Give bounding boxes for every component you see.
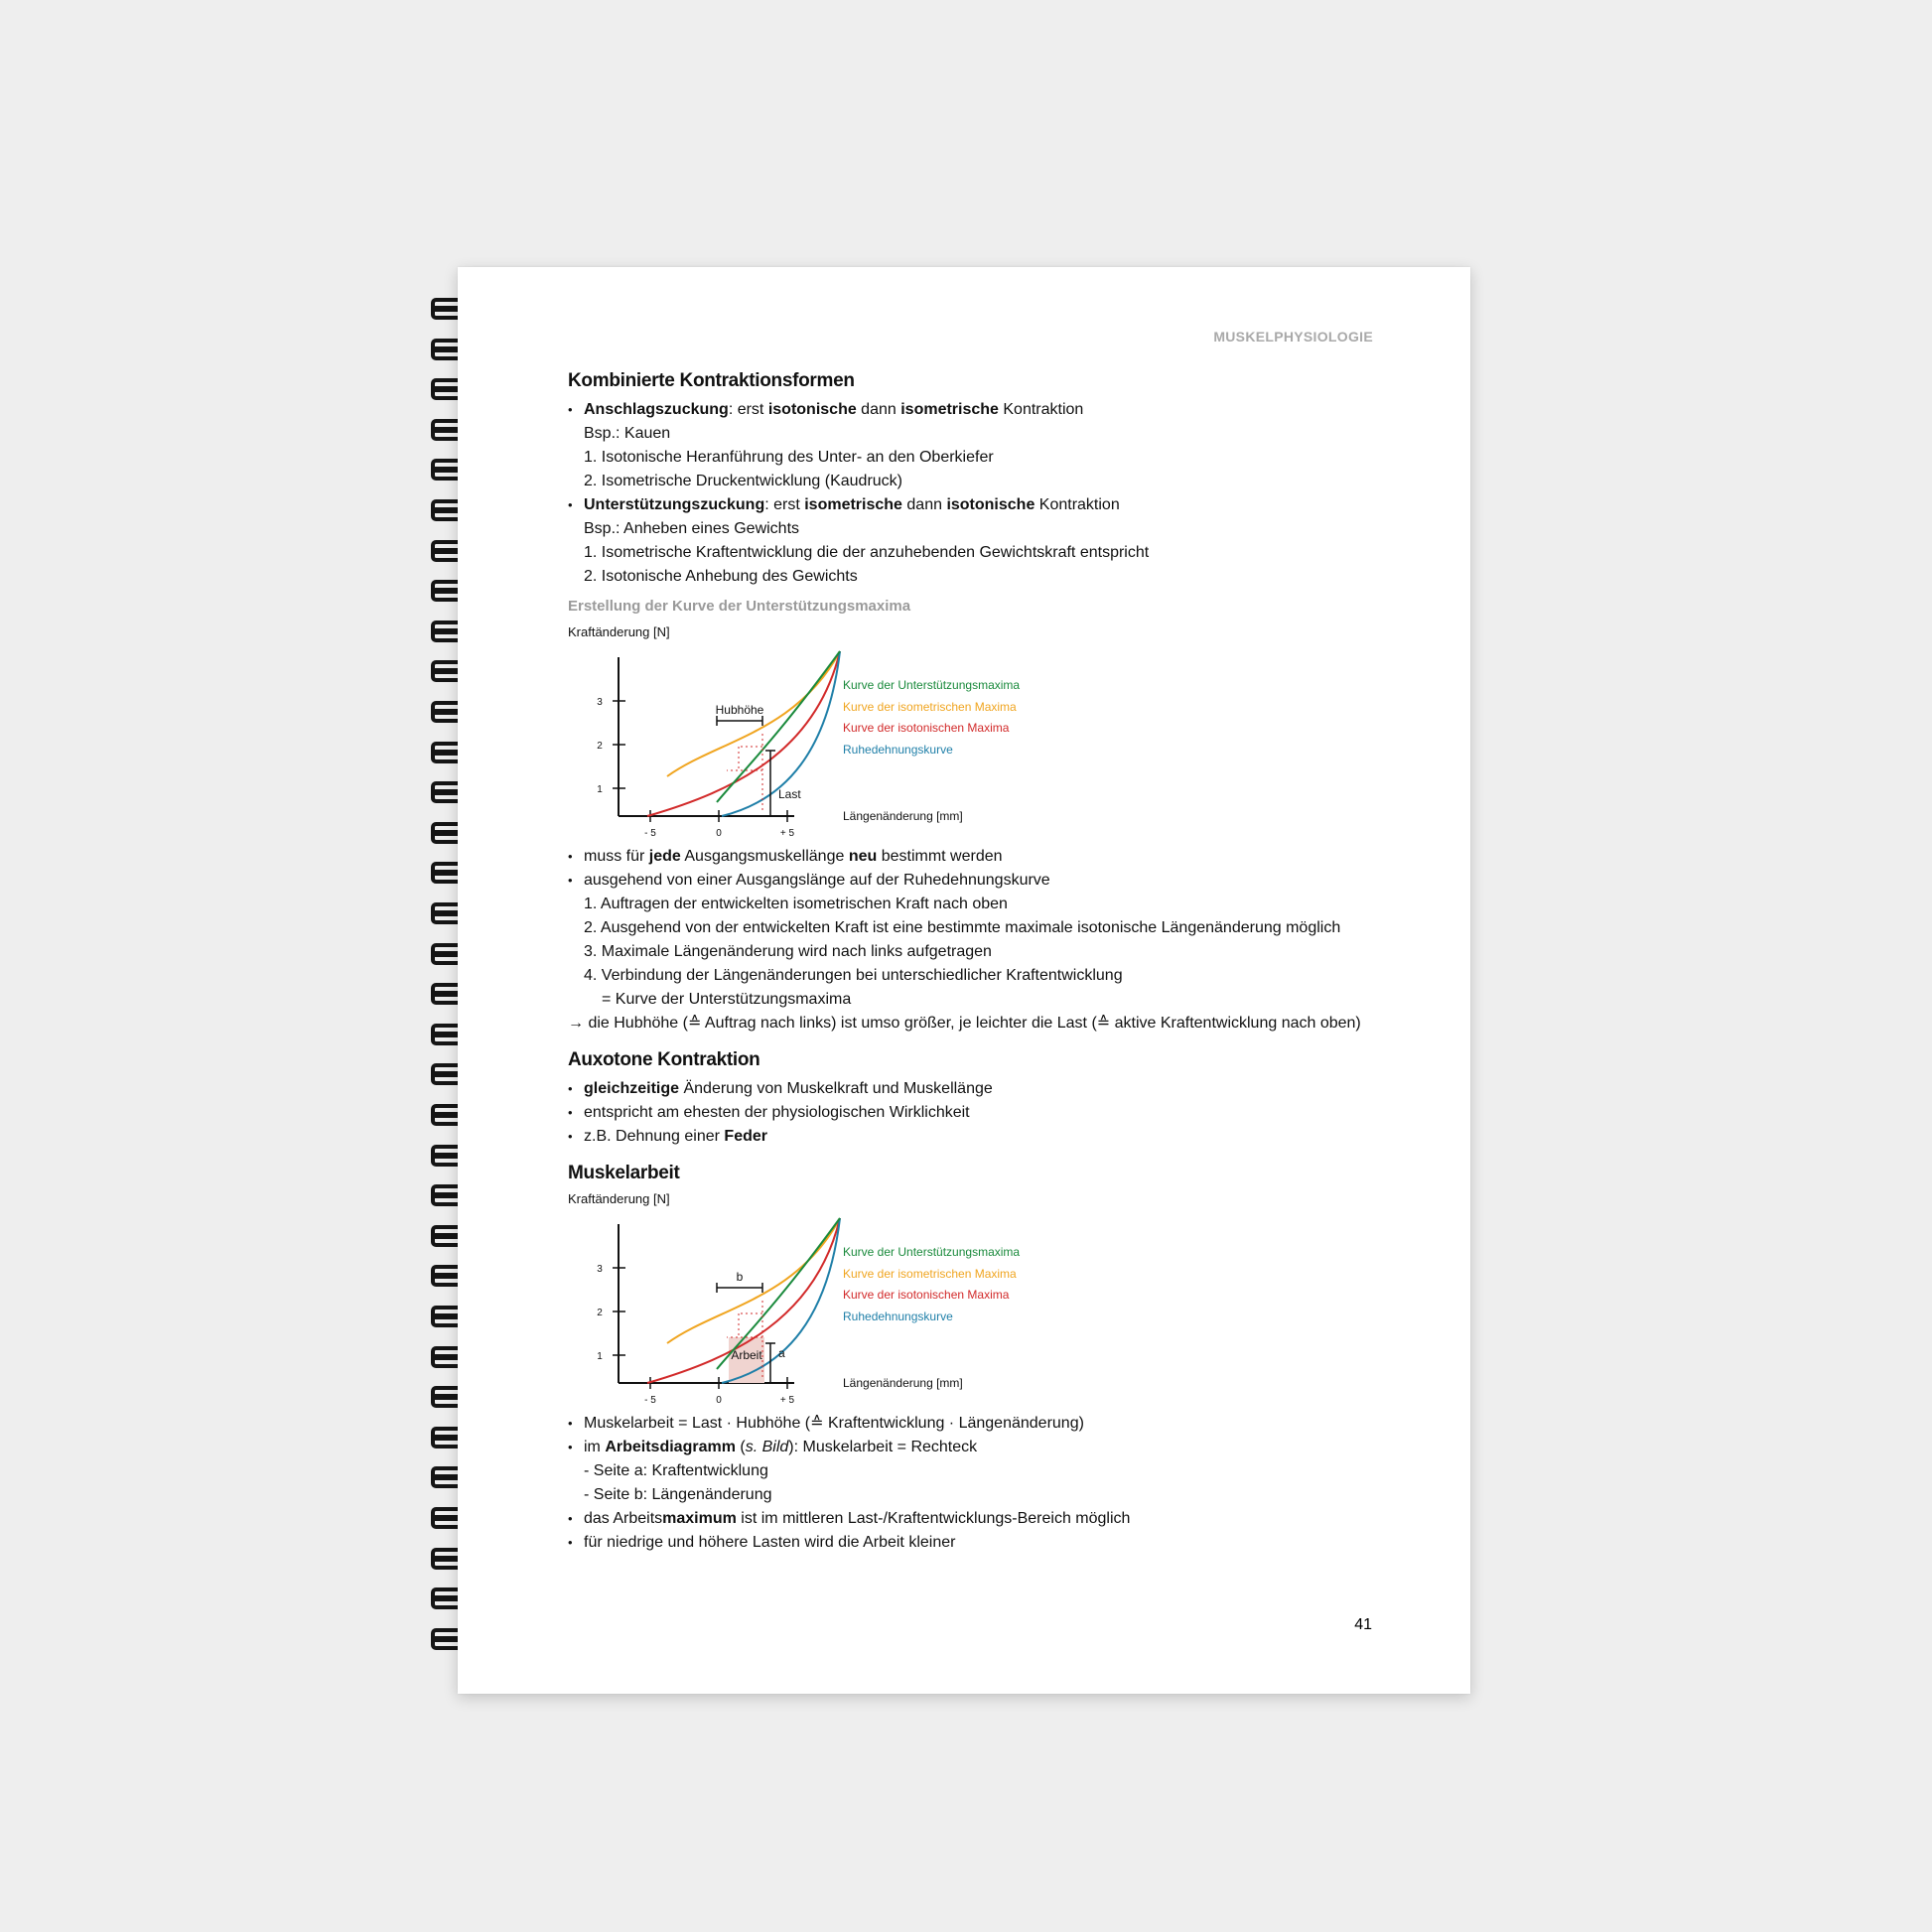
x-axis-label: Längenänderung [mm]: [843, 809, 963, 823]
list-item: 1. Auftragen der entwickelten isometrischen Kraft nach oben: [584, 896, 1008, 912]
list-item: • Muskelarbeit = Last · Hubhöhe (≙ Kraftentwicklung · Längenänderung): [568, 1412, 1422, 1436]
list-item: 3. Maximale Längenänderung wird nach links aufgetragen: [584, 943, 992, 960]
chart2-ylabel: Kraftänderung [N]: [568, 1191, 670, 1206]
diagram-unterstuetzungsmaxima: [568, 641, 1084, 836]
list-item: • gleichzeitige Änderung von Muskelkraft und Muskellänge: [568, 1077, 1422, 1101]
x-tick-label: + 5: [779, 828, 795, 836]
x-axis-label: Längenänderung [mm]: [843, 1376, 963, 1390]
page-number: 41: [1354, 1616, 1372, 1633]
heading-kombinierte-kontraktionsformen: Kombinierte Kontraktionsformen: [568, 370, 855, 391]
list-item: - Seite a: Kraftentwicklung: [584, 1462, 768, 1479]
list-item: 2. Isotonische Anhebung des Gewichts: [584, 568, 858, 585]
legend-entry: Ruhedehnungskurve: [843, 1310, 953, 1323]
x-tick-label: - 5: [644, 1395, 656, 1403]
chart1-ylabel: Kraftänderung [N]: [568, 624, 670, 639]
example-text: Bsp.: Kauen: [584, 425, 671, 442]
legend-entry: Kurve der Unterstützungsmaxima: [843, 678, 1021, 692]
list-item: • entspricht am ehesten der physiologischen Wirklichkeit: [568, 1101, 1422, 1125]
section-header: MUSKELPHYSIOLOGIE: [1213, 329, 1373, 345]
list-item: - Seite b: Längenänderung: [584, 1486, 772, 1503]
list-item: • Anschlagszuckung: erst isotonische dann isometrische Kontraktion: [568, 398, 1422, 422]
legend-entry: Kurve der isotonischen Maxima: [843, 721, 1010, 735]
hubhoehe-label: b: [736, 1270, 744, 1284]
heading-auxotone-kontraktion: Auxotone Kontraktion: [568, 1049, 760, 1070]
y-tick-label: 2: [597, 1308, 603, 1318]
list-item: 1. Isometrische Kraftentwicklung die der anzuhebenden Gewichtskraft entspricht: [584, 544, 1150, 561]
page-content: [568, 370, 1422, 1555]
curve-isotonische-maxima: [647, 651, 840, 816]
list-item: • für niedrige und höhere Lasten wird die Arbeit kleiner: [568, 1531, 1422, 1555]
conclusion-text: → die Hubhöhe (≙ Auftrag nach links) ist umso größer, je leichter die Last (≙ aktive Kraftentwicklung nach oben): [568, 1015, 1361, 1032]
y-tick-label: 1: [597, 1351, 603, 1362]
last-label: a: [778, 1346, 785, 1360]
notebook-page: [458, 267, 1470, 1694]
legend-entry: Kurve der Unterstützungsmaxima: [843, 1245, 1021, 1259]
x-tick-label: - 5: [644, 828, 656, 836]
subheading: Erstellung der Kurve der Unterstützungsmaxima: [568, 598, 911, 615]
legend-entry: Kurve der isometrischen Maxima: [843, 1267, 1017, 1281]
x-tick-label: 0: [716, 1395, 722, 1403]
list-item: • z.B. Dehnung einer Feder: [568, 1125, 1422, 1149]
x-tick-label: 0: [716, 828, 722, 836]
hubhoehe-label: Hubhöhe: [715, 703, 764, 717]
list-item: • Unterstützungszuckung: erst isometrische dann isotonische Kontraktion: [568, 493, 1422, 517]
list-item: 2. Isometrische Druckentwicklung (Kaudruck): [584, 473, 903, 489]
legend-entry: Kurve der isometrischen Maxima: [843, 700, 1017, 714]
legend-entry: Kurve der isotonischen Maxima: [843, 1288, 1010, 1302]
list-item: • im Arbeitsdiagramm (s. Bild): Muskelarbeit = Rechteck: [568, 1436, 1422, 1459]
list-item: 4. Verbindung der Längenänderungen bei unterschiedlicher Kraftentwicklung: [584, 967, 1123, 984]
heading-muskelarbeit: Muskelarbeit: [568, 1163, 680, 1183]
diagram-muskelarbeit: [568, 1208, 1084, 1403]
work-area-label: Arbeit: [731, 1348, 762, 1362]
y-tick-label: 3: [597, 1264, 603, 1275]
y-tick-label: 2: [597, 741, 603, 752]
list-item: 2. Ausgehend von der entwickelten Kraft ist eine bestimmte maximale isotonische Längenänderung möglich: [584, 919, 1341, 936]
y-tick-label: 3: [597, 697, 603, 708]
example-text: Bsp.: Anheben eines Gewichts: [584, 520, 800, 537]
last-label: Last: [778, 787, 801, 801]
y-tick-label: 1: [597, 784, 603, 795]
list-item: • das Arbeitsmaximum ist im mittleren Last-/Kraftentwicklungs-Bereich möglich: [568, 1507, 1422, 1531]
list-item: = Kurve der Unterstützungsmaxima: [602, 991, 852, 1008]
legend-entry: Ruhedehnungskurve: [843, 743, 953, 757]
x-tick-label: + 5: [779, 1395, 795, 1403]
list-item: • muss für jede Ausgangsmuskellänge neu bestimmt werden: [568, 845, 1422, 869]
list-item: • ausgehend von einer Ausgangslänge auf der Ruhedehnungskurve: [568, 869, 1422, 893]
list-item: 1. Isotonische Heranführung des Unter- an den Oberkiefer: [584, 449, 994, 466]
